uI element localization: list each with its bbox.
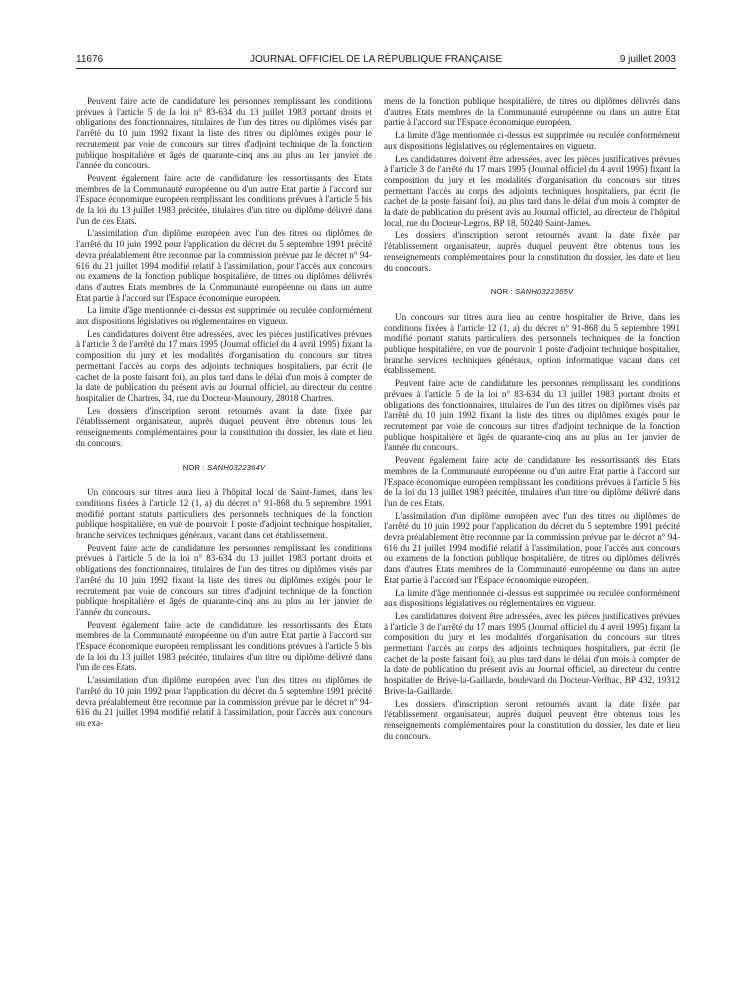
paragraph: Un concours sur titres aura lieu à l'hôpital local de Saint-James, dans les conditions fixées à l'article 12 (1, a) du décret n° 91-868 du 5 septembre 1991 modifié portant statuts particuliers des personnels techniques de la fonction publique hospitalière, en vue de pourvoir 1 poste d'adjoint technique hospitalier, branche services techniques généraux, vacant dans cet établissement. [76,487,372,541]
nor-code: SANH0322364V [207,462,266,472]
nor-code: SANH0322365V [515,287,574,297]
page-header [76,54,676,68]
paragraph: Peuvent faire acte de candidature les personnes remplissant les conditions prévues à l'article 5 de la loi n° 83-634 du 13 juillet 1983 portant droits et obligations des fonctionnaires, titulaires de l'un des titres ou diplômes visés par l'arrêté du 10 juin 1992 fixant la liste des titres ou diplômes exigés pour le recrutement par voie de concours sur titres d'adjoint technique de la fonction publique hospitalière et âgés de quarante-cinq ans au plus au 1er janvier de l'année du concours. [76,542,372,617]
paragraph: Peuvent également faire acte de candidature les ressortissants des Etats membres de la Communauté européenne ou d'un autre Etat partie à l'accord sur l'Espace économique européen remplissant les conditions prévues à l'article 5 bis de la loi du 13 juillet 1983 précitée, titulaires d'un titre ou diplôme délivré dans l'un de ces Etats. [76,172,372,226]
page-number: 11676 [76,54,104,65]
issue-date: 9 juillet 2003 [619,54,676,65]
paragraph: L'assimilation d'un diplôme européen avec l'un des titres ou diplômes de l'arrêté du 10 juin 1992 pour l'application du décret du 5 septembre 1991 précité devra préalablement être reconnue par la commission prévue par le décret n° 94-616 du 21 juillet 1994 modifié relatif à l'assimilation, pour l'accès aux concours ou examens de la fonction publique hospitalière, de titres ou diplômes délivrés dans d'autres Etats membres de la Communauté européenne ou dans un autre Etat partie à l'accord sur l'Espace économique européen. [384,510,680,585]
paragraph: Les candidatures doivent être adressées, avec les pièces justificatives prévues à l'article 3 de l'arrêté du 17 mars 1995 (Journal officiel du 4 avril 1995) fixant la composition du jury et les modalités d'organisation du concours sur titres permettant l'accès au corps des adjoints techniques hospitaliers, par écrit (le cachet de la poste faisant foi), au plus tard dans le délai d'un mois à compter de la date de publication du présent avis au Journal officiel, au directeur du centre hospitalier de Brive-la-Gaillarde, boulevard du Docteur-Verlhac, BP 432, 19312 Brive-la-Gaillarde. [384,610,680,696]
paragraph: mens de la fonction publique hospitalière, de titres ou diplômes délivrés dans d'autres Etats membres de la Communauté européenne ou dans un autre Etat partie à l'accord sur l'Espace économique européen. [384,96,680,128]
paragraph: Les dossiers d'inscription seront retournés avant la date fixée par l'établissement organisateur, auprès duquel peuvent être obtenus tous les renseignements complémentaires pour la constitution du dossier, les date et lieu du concours. [76,405,372,448]
paragraph: Peuvent également faire acte de candidature les ressortissants des Etats membres de la Communauté européenne ou d'un autre Etat partie à l'accord sur l'Espace économique européen remplissant les conditions prévues à l'article 5 bis de la loi du 13 juillet 1983 précitée, titulaires d'un titre ou diplôme délivré dans l'un de ces Etats. [76,619,372,673]
paragraph: L'assimilation d'un diplôme européen avec l'un des titres ou diplômes de l'arrêté du 10 juin 1992 pour l'application du décret du 5 septembre 1991 précité devra préalablement être reconnue par la commission prévue par le décret n° 94-616 du 21 juillet 1994 modifié relatif à l'assimilation, pour l'accès aux concours ou examens de la fonction publique hospitalière, de titres ou diplômes délivrés dans d'autres Etats membres de la Communauté européenne ou dans un autre Etat partie à l'accord sur l'Espace économique européen. [76,228,372,303]
nor-label: NOR : [182,462,208,472]
right-column [384,96,680,743]
nor-reference [384,287,680,298]
journal-title: JOURNAL OFFICIEL DE LA RÉPUBLIQUE FRANÇAISE [249,54,503,65]
paragraph: Les candidatures doivent être adressées, avec les pièces justificatives prévues à l'article 3 de l'arrêté du 17 mars 1995 (Journal officiel du 4 avril 1995) fixant la composition du jury et les modalités d'organisation du concours sur titres permettant l'accès au corps des adjoints techniques hospitaliers, par écrit (le cachet de la poste faisant foi), au plus tard dans le délai d'un mois à compter de la date de publication du présent avis au Journal officiel, au directeur de l'hôpital local, rue du Docteur-Legros, BP 18, 50240 Saint-James. [384,153,680,228]
paragraph: Peuvent faire acte de candidature les personnes remplissant les conditions prévues à l'article 5 de la loi n° 83-634 du 13 juillet 1983 portant droits et obligations des fonctionnaires, titulaires de l'un des titres ou diplômes visés par l'arrêté du 10 juin 1992 fixant la liste des titres ou diplômes exigés pour le recrutement par voie de concours sur titres d'adjoint technique de la fonction publique hospitalière et âgés de quarante-cinq ans au plus au 1er janvier de l'année du concours. [384,378,680,453]
paragraph: Les candidatures doivent être adressées, avec les pièces justificatives prévues à l'article 3 de l'arrêté du 17 mars 1995 (Journal officiel du 4 avril 1995) fixant la composition du jury et les modalités d'organisation du concours sur titres permettant l'accès au corps des adjoints techniques hospitaliers, par écrit (le cachet de la poste faisant foi), au plus tard dans le délai d'un mois à compter de la date de publication du présent avis au Journal officiel, au directeur du centre hospitalier de Chartres, 34, rue du Docteur-Maunoury, 28018 Chartres. [76,328,372,403]
header-rule [76,68,676,69]
nor-reference [76,463,372,474]
paragraph: Les dossiers d'inscription seront retournés avant la date fixée par l'établissement organisateur, auprès duquel peuvent être obtenus tous les renseignements complémentaires pour la constitution du dossier, les date et lieu du concours. [384,230,680,273]
paragraph: La limite d'âge mentionnée ci-dessus est supprimée ou reculée conformément aux dispositions législatives ou réglementaires en vigueur. [76,305,372,327]
paragraph: Peuvent faire acte de candidature les personnes remplissant les conditions prévues à l'article 5 de la loi n° 83-634 du 13 juillet 1983 portant droits et obligations des fonctionnaires, titulaires de l'un des titres ou diplômes visés par l'arrêté du 10 juin 1992 fixant la liste des titres ou diplômes exigés pour le recrutement par voie de concours sur titres d'adjoint technique de la fonction publique hospitalière et âgés de quarante-cinq ans au plus au 1er janvier de l'année du concours. [76,96,372,171]
left-column [76,96,372,731]
paragraph: Peuvent également faire acte de candidature les ressortissants des Etats membres de la Communauté européenne ou d'un autre Etat partie à l'accord sur l'Espace économique européen remplissant les conditions prévues à l'article 5 bis de la loi du 13 juillet 1983 précitée, titulaires d'un titre ou diplôme délivré dans l'un de ces Etats. [384,455,680,508]
paragraph: La limite d'âge mentionnée ci-dessus est supprimée ou reculée conformément aux dispositions législatives ou réglementaires en vigueur. [384,130,680,151]
nor-label: NOR : [490,287,516,297]
paragraph: Les dossiers d'inscription seront retournés avant la date fixée par l'établissement organisateur, auprès duquel peuvent être obtenus tous les renseignements complémentaires pour la constitution du dossier, les date et lieu du concours. [384,698,680,741]
paragraph: Un concours sur titres aura lieu au centre hospitalier de Brive, dans les conditions fixées à l'article 12 (1, a) du décret n° 91-868 du 5 septembre 1991 modifié portant statuts particuliers des personnels techniques de la fonction publique hospitalière, en vue de pourvoir 1 poste d'adjoint technique hospitalier, branche services techniques généraux, option informatique vacant dans cet établissement. [384,311,680,376]
paragraph: La limite d'âge mentionnée ci-dessus est supprimée ou reculée conformément aux dispositions législatives ou réglementaires en vigueur. [384,587,680,609]
paragraph: L'assimilation d'un diplôme européen avec l'un des titres ou diplômes de l'arrêté du 10 juin 1992 pour l'application du décret du 5 septembre 1991 précité devra préalablement être reconnue par la commission prévue par le décret n° 94-616 du 21 juillet 1994 modifié relatif à l'assimilation, pour l'accès aux concours ou exa- [76,675,372,728]
